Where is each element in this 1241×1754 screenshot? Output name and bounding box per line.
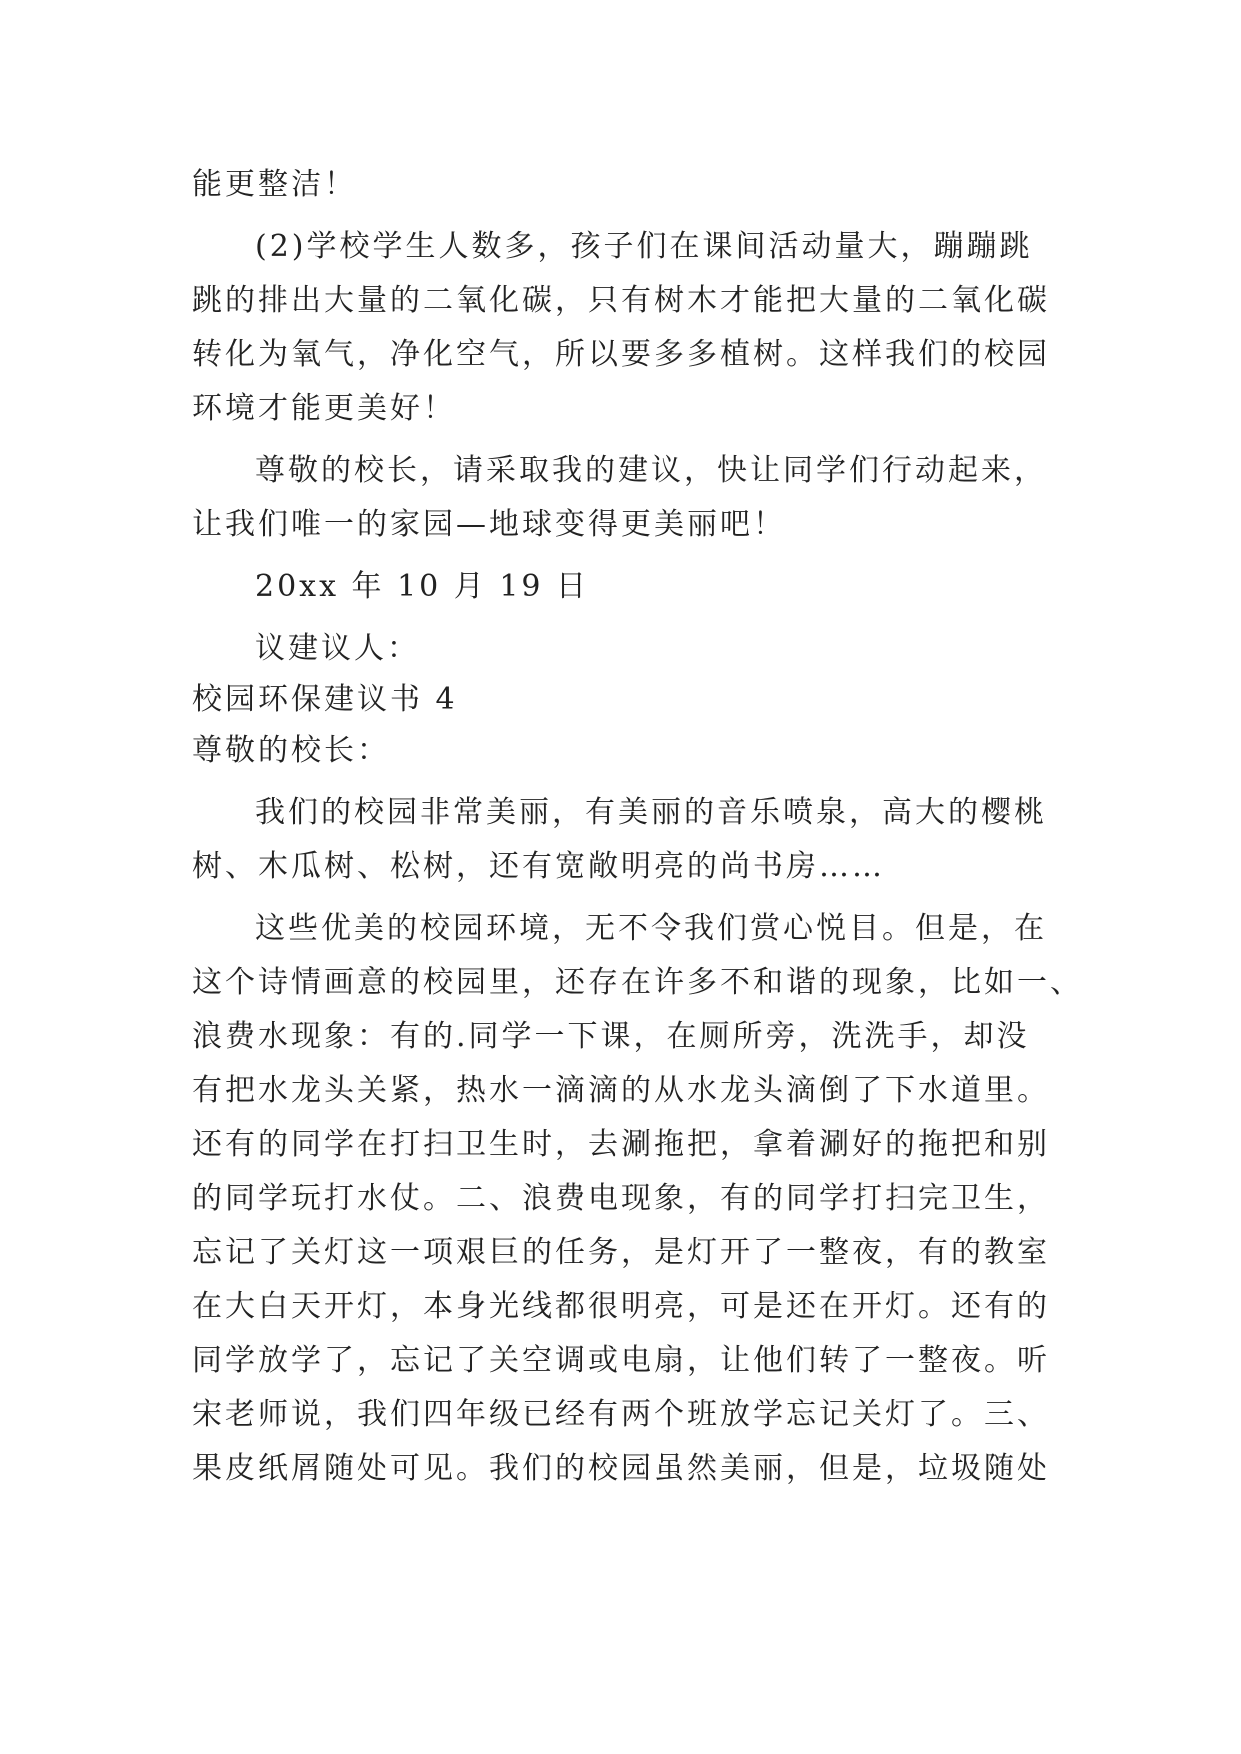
text-line: 我们的校园非常美丽，有美丽的音乐喷泉，高大的樱桃 bbox=[255, 795, 1047, 830]
text-line: 有把水龙头关紧，热水一滴滴的从水龙头滴倒了下水道里。 bbox=[192, 1073, 1050, 1108]
date-line: 20xx 年 10 月 19 日 bbox=[255, 569, 590, 604]
text-line: 树、木瓜树、松树，还有宽敞明亮的尚书房…… bbox=[192, 849, 885, 884]
text-line: 忘记了关灯这一项艰巨的任务，是灯开了一整夜，有的教室 bbox=[192, 1235, 1050, 1270]
text-line: 能更整洁！ bbox=[192, 167, 357, 202]
salutation: 尊敬的校长： bbox=[192, 733, 390, 768]
text-line: 让我们唯一的家园—地球变得更美丽吧！ bbox=[192, 507, 786, 542]
text-line: 在大白天开灯，本身光线都很明亮，可是还在开灯。还有的 bbox=[192, 1289, 1050, 1324]
text-line: 还有的同学在打扫卫生时，去涮拖把，拿着涮好的拖把和别 bbox=[192, 1127, 1050, 1162]
document-body bbox=[192, 158, 1083, 1496]
section-title: 校园环保建议书 4 bbox=[192, 682, 458, 717]
text-line: 尊敬的校长，请采取我的建议，快让同学们行动起来， bbox=[255, 453, 1047, 488]
text-line: 转化为氧气，净化空气，所以要多多植树。这样我们的校园 bbox=[192, 337, 1050, 372]
text-line: 这个诗情画意的校园里，还存在许多不和谐的现象，比如一、 bbox=[192, 965, 1083, 1000]
text-line: (2)学校学生人数多，孩子们在课间活动量大，蹦蹦跳 bbox=[255, 229, 1033, 264]
text-line: 宋老师说，我们四年级已经有两个班放学忘记关灯了。三、 bbox=[192, 1397, 1050, 1432]
text-line: 同学放学了，忘记了关空调或电扇，让他们转了一整夜。听 bbox=[192, 1343, 1050, 1378]
text-line: 浪费水现象：有的.同学一下课，在厕所旁，洗洗手，却没 bbox=[192, 1019, 1030, 1054]
text-line: 果皮纸屑随处可见。我们的校园虽然美丽，但是，垃圾随处 bbox=[192, 1451, 1050, 1486]
text-line: 这些优美的校园环境，无不令我们赏心悦目。但是，在 bbox=[255, 911, 1047, 946]
text-line: 跳的排出大量的二氧化碳，只有树木才能把大量的二氧化碳 bbox=[192, 283, 1050, 318]
text-line: 的同学玩打水仗。二、浪费电现象，有的同学打扫完卫生， bbox=[192, 1181, 1050, 1216]
text-line: 环境才能更美好！ bbox=[192, 391, 456, 426]
signature-line: 议建议人： bbox=[255, 631, 420, 666]
